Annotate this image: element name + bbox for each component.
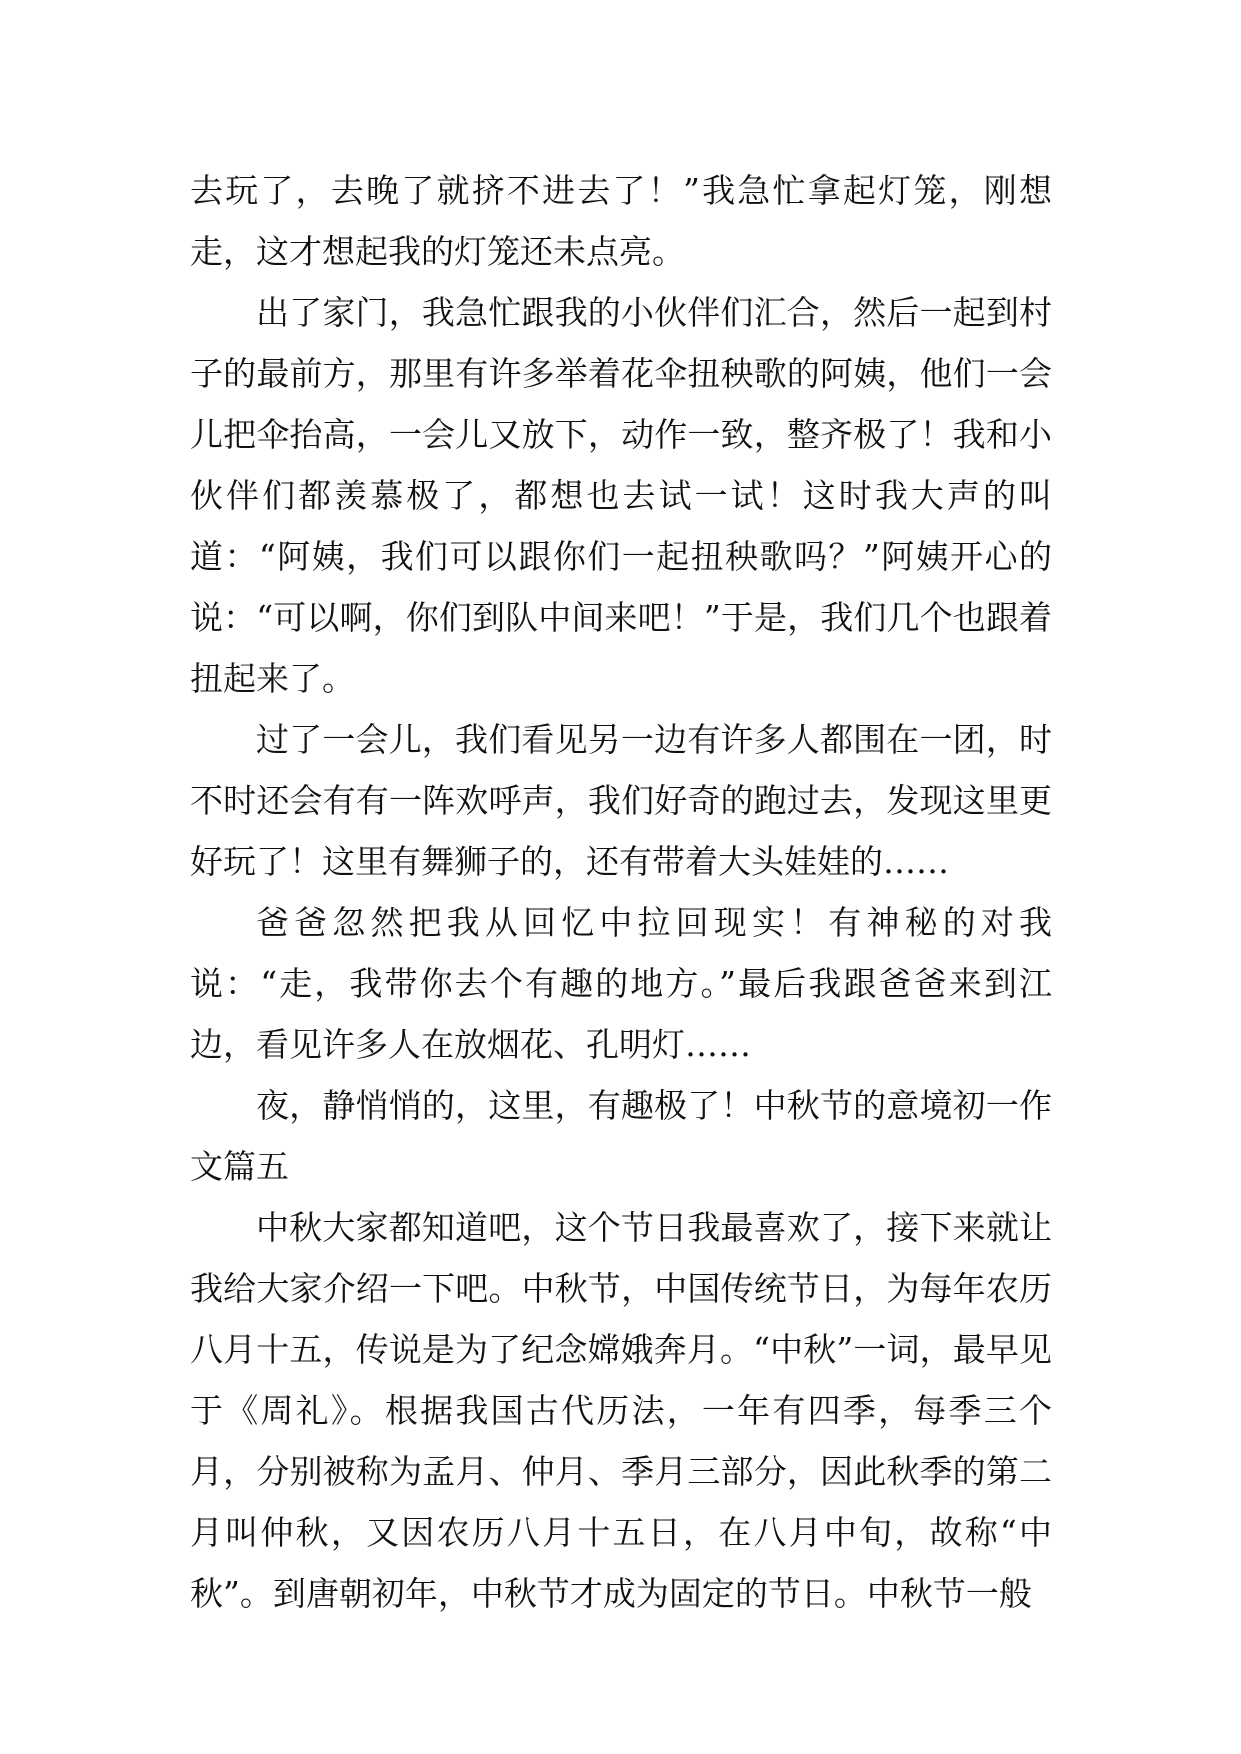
paragraph-2: 出了家门，我急忙跟我的小伙伴们汇合，然后一起到村子的最前方，那里有许多举着花伞扭秧歌的阿姨，他们一会儿把伞抬高，一会儿又放下，动作一致，整齐极了！我和小伙伴们都羡慕极了，都想也去试一试！这时我大声的叫道：“阿姨，我们可以跟你们一起扭秧歌吗？”阿姨开心的说：“可以啊，你们到队中间来吧！”于是，我们几个也跟着扭起来了。 xyxy=(190,293,1052,698)
paragraph-5: 夜，静悄悄的，这里，有趣极了！中秋节的意境初一作文篇五 xyxy=(190,1086,1052,1186)
paragraph-6: 中秋大家都知道吧，这个节日我最喜欢了，接下来就让我给大家介绍一下吧。中秋节，中国传统节日，为每年农历八月十五，传说是为了纪念嫦娥奔月。“中秋”一词，最早见于《周礼》。根据我国古代历法，一年有四季，每季三个月，分别被称为孟月、仲月、季月三部分，因此秋季的第二月叫仲秋，又因农历八月十五日，在八月中旬，故称“中秋”。到唐朝初年，中秋节才成为固定的节日。中秋节一般 xyxy=(190,1208,1052,1613)
paragraph-4: 爸爸忽然把我从回忆中拉回现实！有神秘的对我说：“走，我带你去个有趣的地方。”最后我跟爸爸来到江边，看见许多人在放烟花、孔明灯…… xyxy=(190,903,1052,1064)
paragraph-1: 去玩了，去晚了就挤不进去了！”我急忙拿起灯笼，刚想走，这才想起我的灯笼还未点亮。 xyxy=(190,171,1052,271)
document-page xyxy=(190,160,1052,1624)
paragraph-3: 过了一会儿，我们看见另一边有许多人都围在一团，时不时还会有有一阵欢呼声，我们好奇的跑过去，发现这里更好玩了！这里有舞狮子的，还有带着大头娃娃的…… xyxy=(190,720,1052,881)
